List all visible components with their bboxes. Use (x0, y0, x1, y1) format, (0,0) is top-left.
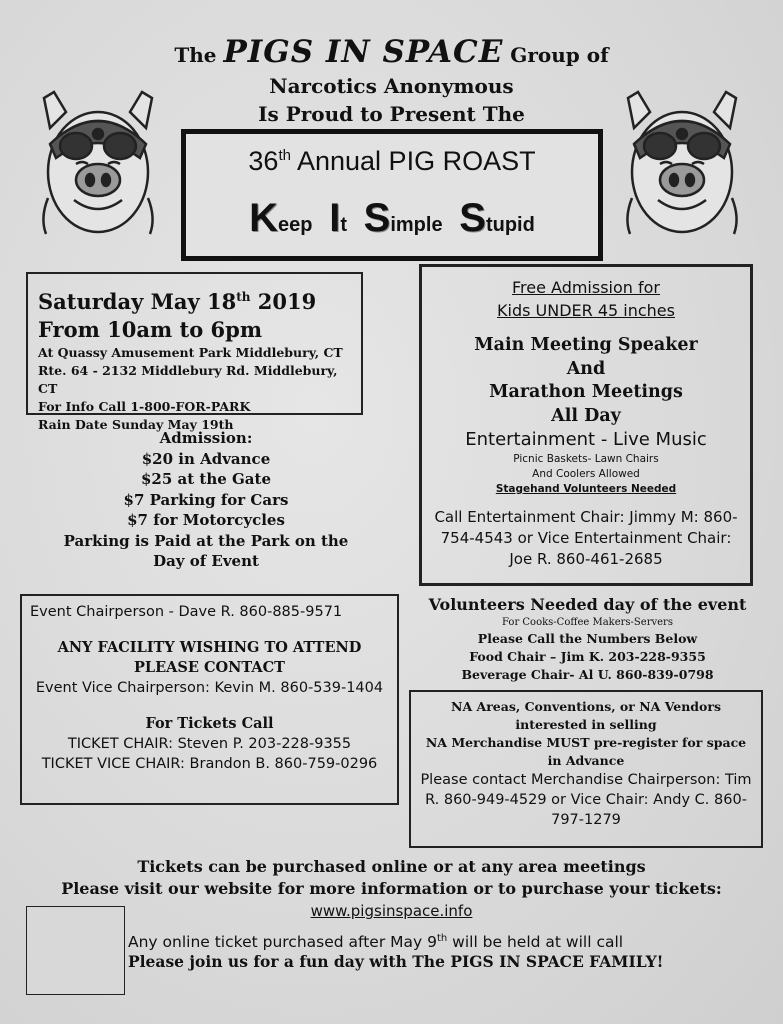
admission-parking-note: Parking is Paid at the Park on the (63, 531, 349, 550)
event-title (186, 146, 598, 177)
kiss-cap-s1: S (363, 196, 391, 240)
event-location: At Quassy Amusement Park Middlebury, CT (38, 345, 343, 360)
admission-motorcycles: $7 for Motorcycles (127, 511, 285, 529)
event-info-phone: For Info Call 1-800-FOR-PARK (38, 399, 251, 414)
will-call-note-sup: th (436, 933, 448, 944)
event-number-suffix: th (278, 147, 291, 164)
header-line-3: Is Proud to Present The (258, 102, 525, 126)
kiss-cap-k: K (249, 196, 279, 240)
title-box (181, 129, 603, 261)
pig-astronaut-icon (36, 88, 160, 238)
all-day: All Day (551, 405, 621, 426)
kiss-word-stupid: tupid (485, 214, 535, 236)
volunteers-roles: For Cooks-Coffee Makers-Servers (502, 617, 673, 628)
admission-block (30, 428, 382, 572)
coolers-note: And Coolers Allowed (532, 468, 640, 480)
chairperson-box (20, 594, 399, 805)
kiss-word-keep: eep (278, 214, 313, 236)
admission-advance: $20 in Advance (141, 449, 271, 468)
admission-gate: $25 at the Gate (140, 470, 271, 488)
ticket-chair: TICKET CHAIR: Steven P. 203-228-9355 (67, 736, 352, 752)
marathon-meetings: Marathon Meetings (489, 382, 683, 402)
header-group-of: Group of (510, 43, 609, 67)
admission-parking-cars: $7 Parking for Cars (123, 490, 289, 509)
event-address: Rte. 64 - 2132 Middlebury Rd. Middlebury, CT (38, 363, 338, 396)
beverage-chair: Beverage Chair- Al U. 860-839-0798 (461, 667, 714, 682)
header-line-2: Narcotics Anonymous (269, 74, 514, 98)
event-rain-date: Rain Date Sunday May 19th (38, 417, 234, 432)
volunteers-call: Please Call the Numbers Below (477, 631, 698, 646)
admission-parking-note-2: Day of Event (153, 552, 259, 570)
event-name: Annual PIG ROAST (296, 146, 536, 176)
entertainment-contact: Call Entertainment Chair: Jimmy M: 860-754-4543 or Vice Entertainment Chair: Joe R. 860-461-2685 (434, 508, 738, 568)
footer-tickets-line: Tickets can be purchased online or at any area meetings (137, 857, 646, 876)
food-chair: Food Chair – Jim K. 203-228-9355 (469, 649, 706, 664)
entertainment-box (419, 264, 753, 586)
kiss-cap-i: I (329, 196, 341, 240)
facility-notice: ANY FACILITY WISHING TO ATTEND PLEASE CONTACT (57, 639, 362, 676)
vice-chairperson: Event Vice Chairperson: Kevin M. 860-539-1404 (35, 680, 384, 696)
blank-box (26, 906, 125, 995)
website-link[interactable]: www.pigsinspace.info (310, 902, 473, 920)
header-line-1 (0, 34, 783, 70)
and-text: And (566, 358, 606, 379)
merchandise-contact: Please contact Merchandise Chairperson: Tim R. 860-949-4529 or Vice Chair: Andy C. 860-797-1279 (420, 772, 752, 828)
event-time: From 10am to 6pm (38, 317, 263, 342)
free-admission-line-2: Kids UNDER 45 inches (497, 301, 675, 320)
kiss-word-simple: imple (390, 214, 443, 236)
picnic-note: Picnic Baskets- Lawn Chairs (513, 453, 659, 465)
entertainment-live-music: Entertainment - Live Music (465, 429, 707, 450)
tickets-call-heading: For Tickets Call (145, 715, 274, 732)
na-vendors-box (409, 690, 763, 848)
event-year: 2019 (257, 289, 317, 314)
event-date (38, 283, 351, 316)
event-date-text: Saturday May 18 (38, 289, 237, 314)
event-date-suffix: th (236, 290, 251, 304)
kiss-cap-s2: S (459, 196, 486, 240)
join-us-line: Please join us for a fun day with The PIGS IN SPACE FAMILY! (128, 952, 664, 971)
will-call-note-pre: Any online ticket purchased after May 9 (128, 933, 437, 952)
main-speaker: Main Meeting Speaker (474, 335, 698, 355)
volunteers-title: Volunteers Needed day of the event (428, 595, 747, 614)
na-vendors-line-2: NA Merchandise MUST pre-register for space in Advance (425, 735, 747, 768)
pig-astronaut-icon (620, 88, 744, 238)
header-the: The (174, 43, 217, 67)
date-box (26, 272, 363, 432)
stagehand-note: Stagehand Volunteers Needed (495, 483, 677, 495)
kiss-word-it: t (340, 214, 347, 236)
na-vendors-line-1: NA Areas, Conventions, or NA Vendors interested in selling (451, 699, 721, 732)
will-call-note (128, 928, 623, 953)
event-chairperson: Event Chairperson - Dave R. 860-885-9571 (30, 604, 343, 620)
event-number: 36 (248, 146, 279, 176)
footer-website-line: Please visit our website for more information or to purchase your tickets: (61, 879, 722, 898)
will-call-note-post: will be held at will call (452, 933, 624, 952)
free-admission-line-1: Free Admission for (511, 278, 661, 297)
brand-name: PIGS IN SPACE (223, 34, 504, 70)
ticket-vice-chair: TICKET VICE CHAIR: Brandon B. 860-759-0296 (41, 756, 378, 772)
volunteers-block (410, 594, 765, 684)
admission-heading: Admission: (159, 429, 253, 447)
kiss-slogan (186, 196, 598, 241)
